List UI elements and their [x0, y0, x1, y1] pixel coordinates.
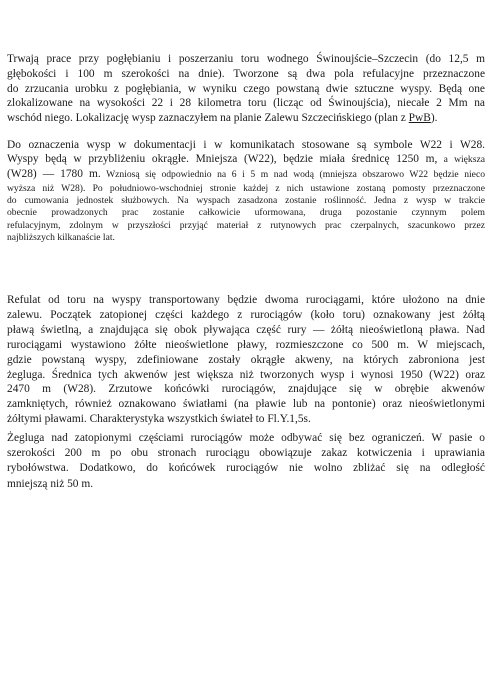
- pwb-link[interactable]: PwB: [408, 112, 431, 125]
- text-line: Trwają prace przy pogłębianiu i poszerzaniu toru wodnego Świnoujście–Szczecin (do 12,5 m: [7, 53, 485, 65]
- text-line: 2470 m (W28). Zrzutowe końcówki rurociągów, znajdujące się w obrębie akwenów: [7, 383, 485, 396]
- text-line: do zrzucania urobku z pogłębiania, w wyniku czego powstaną dwie sztuczne wyspy. Będą one: [7, 82, 485, 95]
- text-line: zlokalizowane na wysokości 22 i 28 kilometra toru (licząc od Świnoujścia), niecałe 2 Mm na: [7, 97, 485, 110]
- text-fragment: Wyspy będą w przybliżeniu okrągłe. Mniejsza (W22), będzie miała średnicę 1250 m,: [7, 153, 438, 166]
- text-line: [7, 167, 485, 182]
- text-line: [7, 111, 485, 126]
- text-line: najbliższych kilkanaście lat.: [7, 232, 115, 244]
- text-line: żółtymi pławami. Charakterystyka wszystkich świateł to Fl.Y.1,5s.: [7, 413, 311, 426]
- paragraph-dredging-works: [7, 52, 485, 126]
- text-line: refulacyjnym, zdolnym w przyszłości przyjąć materiał z rutynowych prac czerpalnych, szacunkowo przez: [7, 219, 485, 231]
- paragraph-navigation-rules: [7, 431, 485, 492]
- text-fragment: a większa: [437, 154, 485, 166]
- text-line: zamkniętych, również oznakowano światłami (na pławie lub na pontonie) oraz nieoświetlonymi: [7, 398, 485, 411]
- paragraph-pipelines: [7, 293, 485, 427]
- text-line: Refulat od toru na wyspy transportowany będzie dwoma rurociągami, które ułożono na dnie: [7, 294, 485, 306]
- text-fragment: (W28) — 1780 m.: [7, 168, 101, 181]
- text-line: rurociągami wystawiono żółte nieoświetlone pławy, rozmieszczone co 500 m. W miejscach,: [7, 338, 485, 351]
- text-fragment: Wzniosą się odpowiednio na 6 i 5 m nad wodą (mniejsza obszarowo W22 będzie nieco: [100, 169, 485, 181]
- text-line: mniejszą niż 50 m.: [7, 477, 94, 490]
- text-line: Do oznaczenia wysp w dokumentacji i w komunikatach stosowane są symbole W22 i W28.: [7, 139, 485, 151]
- text-line: obecnie prowadzonych prac zostanie całkowicie uformowana, druga pozostanie czynnym polem: [7, 207, 485, 219]
- text-line: wyższa niż W28). Po południowo-wschodniej stronie każdej z nich ustawione zostaną pomosty przeznaczone: [7, 182, 485, 194]
- text-line: żegluga. Średnica tych akwenów jest większa niż tworzonych wysp i wynosi 1950 (W22) oraz: [7, 368, 485, 381]
- text-line: do cumowania jednostek służbowych. Na wyspach zasadzona zostanie roślinność. Jedna z wysp w trakcie: [7, 195, 485, 207]
- text-fragment: wschód niego. Lokalizację wysp zaznaczyłem na planie Zalewu Szczecińskiego (plan z: [7, 112, 409, 125]
- text-line: pławą świetlną, a znajdująca się obok pływająca część rury — żółtą nieoświetloną pława. Nad: [7, 323, 485, 336]
- text-line: głębokości i 100 m szerokości na dnie). Tworzone są dwa pola refulacyjne przeznaczone: [7, 67, 485, 80]
- paragraph-island-symbols: [7, 138, 485, 245]
- text-line: zalewu. Początek zatopionej części każdego z rurociągów (koło toru) oznakowany jest żółtą: [7, 308, 485, 321]
- text-line: [7, 152, 485, 167]
- text-fragment: ).: [430, 112, 438, 125]
- text-line: gdzie powstaną wyspy, zdefiniowane zostały okrągłe akweny, na których zabroniona jest: [7, 353, 485, 366]
- text-line: szerokości 200 m po obu stronach rurociągu obowiązuje zakaz kotwiczenia i uprawiania: [7, 447, 485, 460]
- text-line: Żegluga nad zatopionymi częściami rurociągów może odbywać się bez ograniczeń. W pasie o: [7, 432, 485, 444]
- text-line: rybołówstwa. Dodatkowo, do końcówek rurociągów nie wolno zbliżać się na odległość: [7, 462, 485, 475]
